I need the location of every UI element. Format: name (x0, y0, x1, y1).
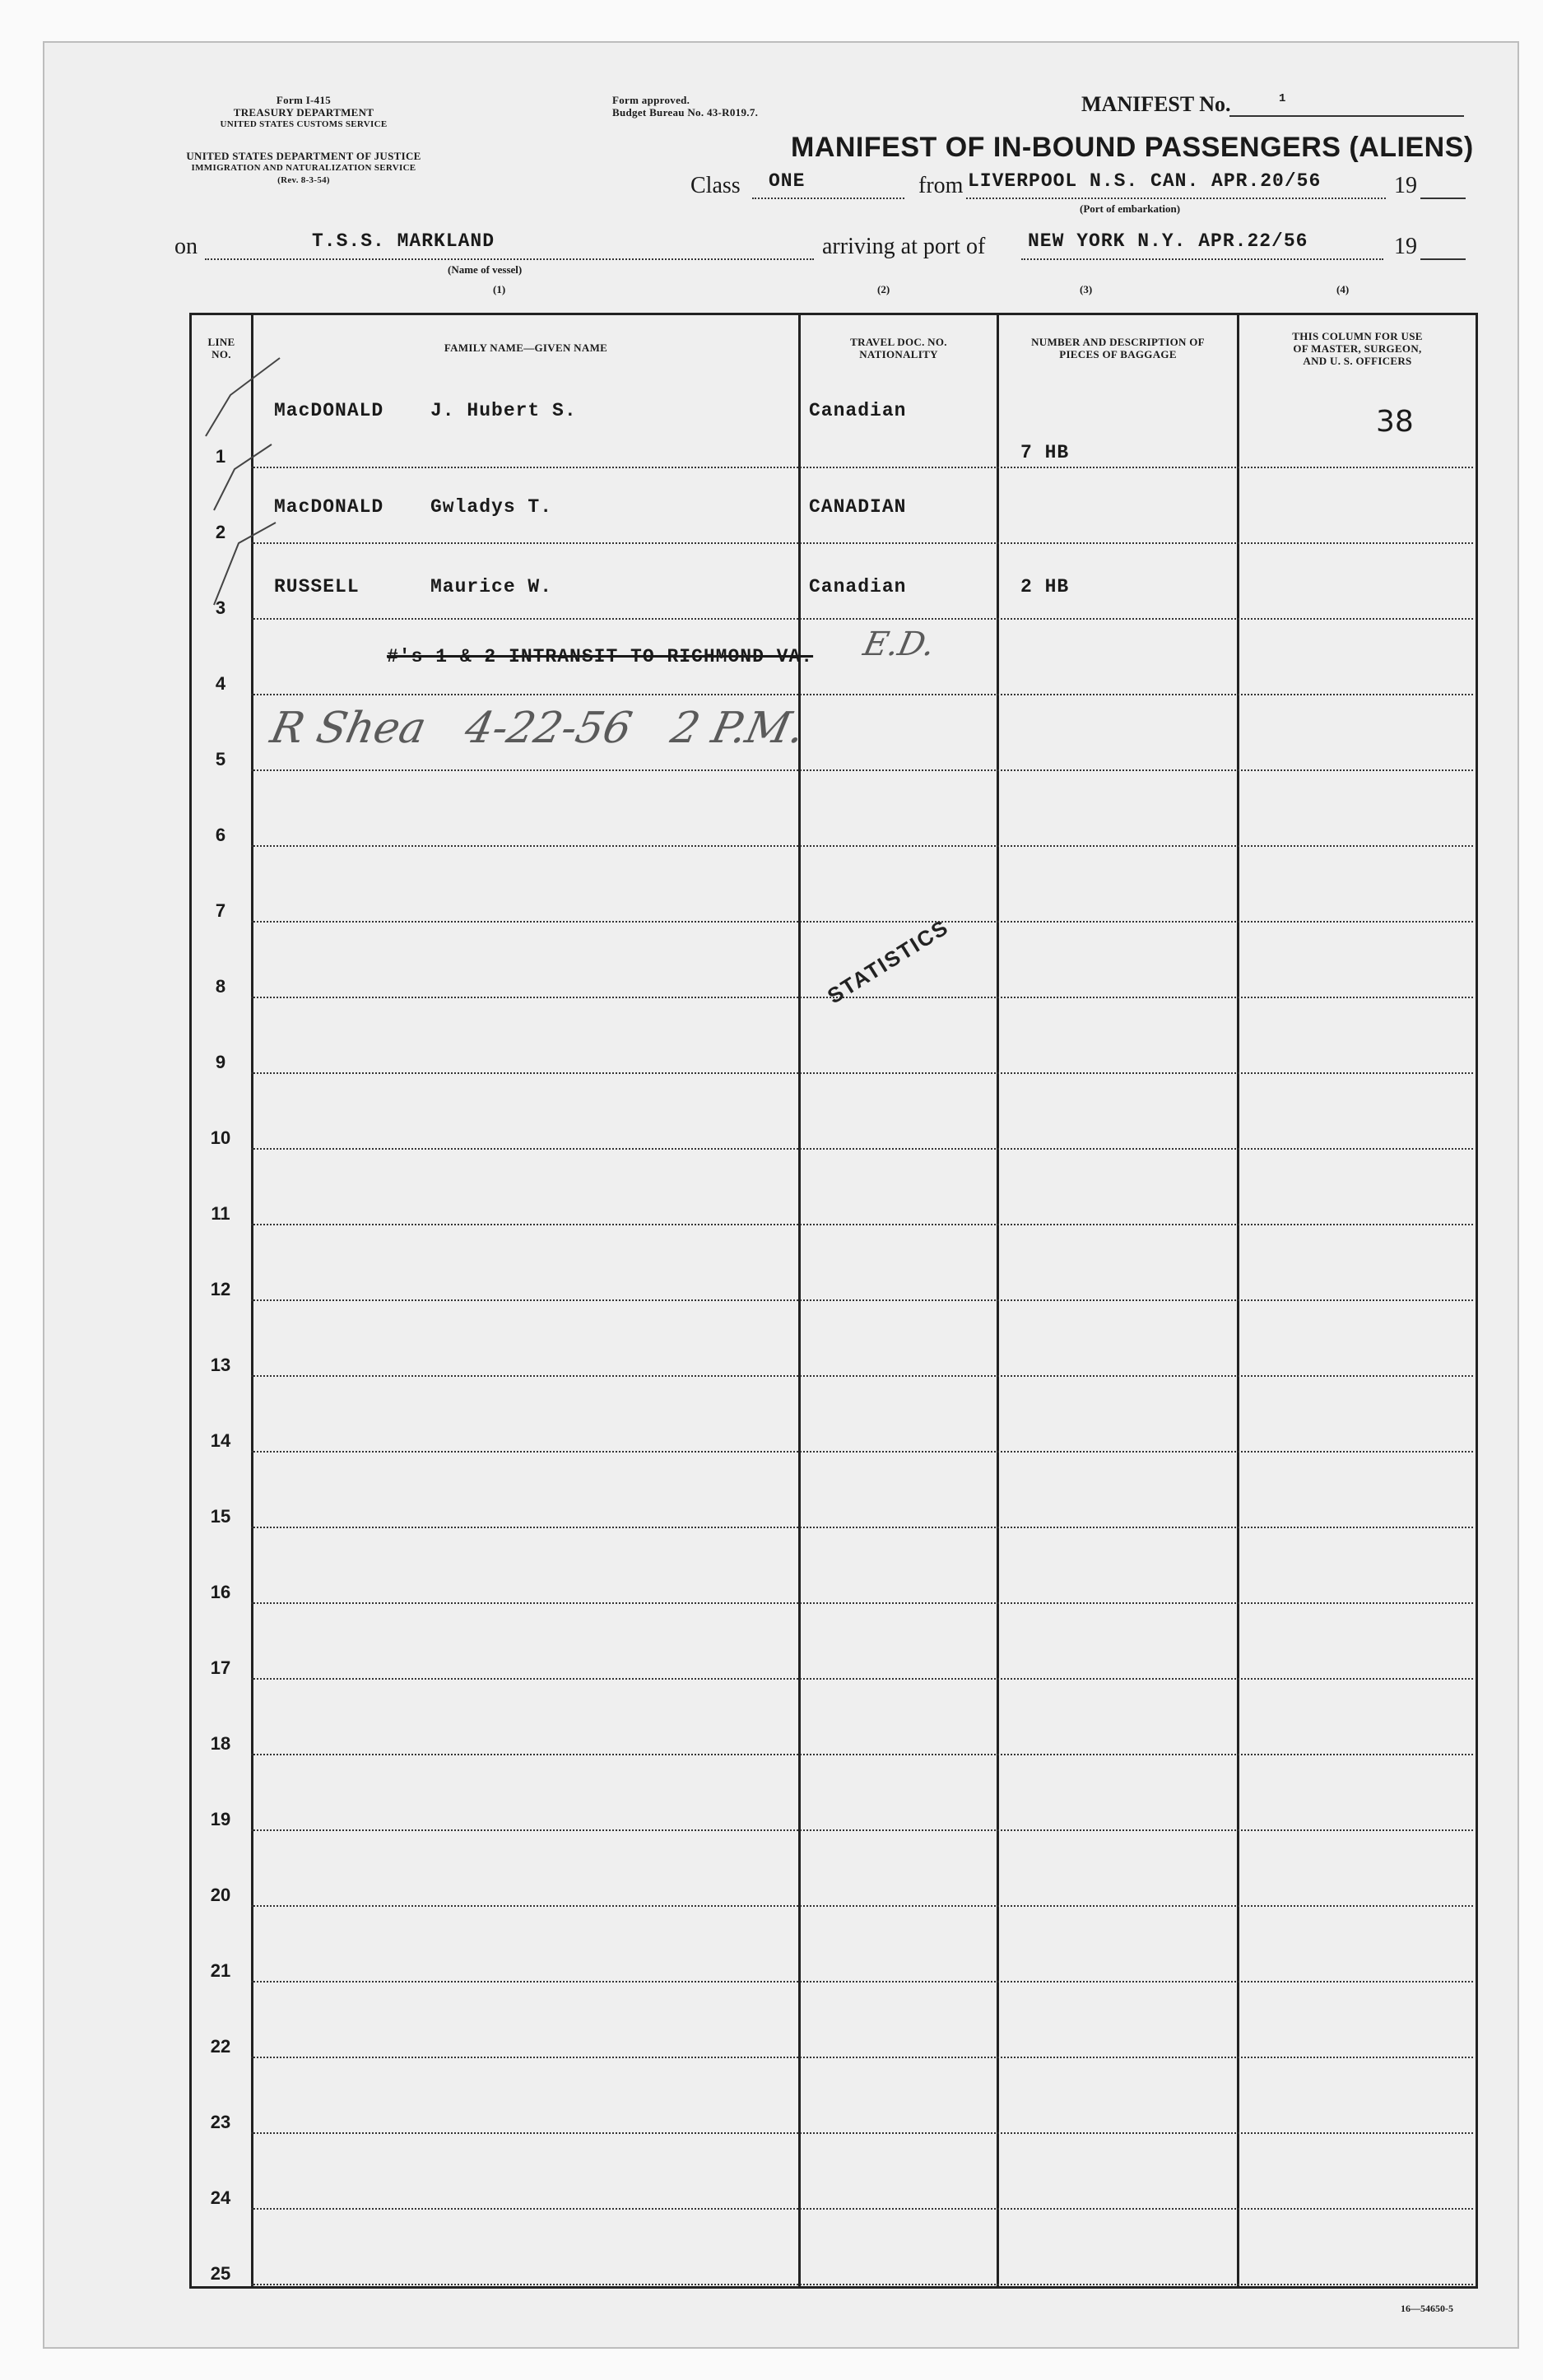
line-number: 1 (215, 446, 226, 467)
port-caption: (Port of embarkation) (1080, 202, 1181, 215)
struck-initials: E.D. (860, 625, 939, 663)
row-rule (251, 997, 1473, 998)
justice-dept: UNITED STATES DEPARTMENT OF JUSTICE (186, 150, 421, 162)
row-rule (251, 2284, 1473, 2285)
vessel-caption: (Name of vessel) (448, 263, 523, 276)
row-rule (251, 1148, 1473, 1150)
row-3-given: Maurice W. (430, 576, 553, 597)
row-rule (251, 1678, 1473, 1680)
row-rule (251, 467, 1473, 468)
budget-bureau: Budget Bureau No. 43-R019.7. (612, 106, 759, 119)
row-3-nationality: Canadian (809, 576, 907, 597)
page-title: MANIFEST OF IN-BOUND PASSENGERS (ALIENS) (791, 132, 1474, 163)
ins-label: IMMIGRATION AND NATURALIZATION SERVICE (191, 163, 416, 173)
class-value: ONE (769, 170, 806, 192)
form-approved: Form approved. (612, 94, 690, 106)
row-1-baggage: 7 HB (1020, 442, 1070, 463)
arriving-value: NEW YORK N.Y. APR.22/56 (1028, 230, 1308, 252)
line-number: 11 (211, 1203, 230, 1224)
on-label: on (174, 234, 198, 259)
line-number: 3 (215, 597, 226, 618)
row-rule (251, 694, 1473, 695)
row-rule (251, 1754, 1473, 1755)
row-2-nationality: CANADIAN (809, 496, 907, 518)
line-number: 17 (210, 1657, 231, 1678)
line-number: 9 (215, 1052, 226, 1072)
row-3-baggage: 2 HB (1020, 576, 1070, 597)
line-number: 7 (215, 900, 226, 921)
row-rule (251, 1451, 1473, 1453)
line-number: 10 (210, 1127, 231, 1148)
form-number: Form I-415 (276, 94, 332, 106)
row-rule (251, 2057, 1473, 2058)
from-underline (966, 198, 1386, 199)
line-number: 5 (215, 749, 226, 769)
column-number-2: (2) (877, 283, 890, 295)
check-marks (198, 346, 296, 617)
row-rule (251, 1375, 1473, 1377)
column-number-1: (1) (493, 283, 506, 295)
header-travel-doc: TRAVEL DOC. NO. NATIONALITY (850, 336, 947, 360)
row-rule (251, 1981, 1473, 1983)
header-officers: THIS COLUMN FOR USE OF MASTER, SURGEON, AND U. S. OFFICERS (1292, 330, 1423, 367)
row-1-nationality: Canadian (809, 400, 907, 421)
struck-transit-note: #'s 1 & 2 INTRANSIT TO RICHMOND VA. (387, 646, 814, 667)
line-number: 25 (210, 2263, 231, 2284)
row-rule (251, 542, 1473, 544)
arriving-underline (1021, 258, 1383, 260)
row-rule (251, 1602, 1473, 1604)
from-value: LIVERPOOL N.S. CAN. APR.20/56 (968, 170, 1322, 192)
manifest-no-value: 1 (1279, 92, 1287, 105)
vessel-underline (205, 258, 814, 260)
line-number: 22 (210, 2036, 231, 2057)
line-number: 16 (210, 1582, 231, 1602)
line-number: 14 (210, 1430, 231, 1451)
line-number: 4 (215, 673, 226, 694)
line-number: 21 (210, 1960, 231, 1981)
row-rule (251, 769, 1473, 771)
row-rule (251, 2208, 1473, 2210)
row-rule (251, 2132, 1473, 2134)
treasury-dept: TREASURY DEPARTMENT (233, 106, 374, 119)
arriving-label: arriving at port of (822, 234, 986, 259)
header-line-no: LINE NO. (207, 336, 235, 360)
customs-service: UNITED STATES CUSTOMS SERVICE (220, 119, 388, 129)
year-prefix-2: 19 (1394, 234, 1417, 259)
row-3-family: RUSSELL (274, 576, 360, 597)
line-number: 23 (210, 2112, 231, 2132)
line-number: 15 (210, 1506, 231, 1527)
statistics-stamp: STATISTICS (823, 914, 954, 1009)
line-number: 18 (210, 1733, 231, 1754)
handwritten-inspection-note: R Shea 4-22-56 2 P.M. (266, 704, 810, 753)
row-rule (251, 1072, 1473, 1074)
manifest-no-underline (1229, 115, 1464, 117)
print-code: 16—54650-5 (1401, 2303, 1453, 2314)
line-number: 20 (210, 1885, 231, 1905)
row-2-family: MacDONALD (274, 496, 384, 518)
row-1-officer: 38 (1376, 405, 1414, 439)
row-rule (251, 1829, 1473, 1831)
from-label: from (918, 173, 964, 198)
row-rule (251, 1527, 1473, 1528)
year-underline-2 (1420, 258, 1466, 260)
row-rule (251, 618, 1473, 620)
class-label: Class (690, 173, 741, 198)
line-number: 13 (210, 1355, 231, 1375)
year-prefix: 19 (1394, 173, 1417, 198)
revision-label: (Rev. 8-3-54) (277, 175, 330, 185)
class-underline (752, 198, 904, 199)
row-rule (251, 1224, 1473, 1225)
column-number-4: (4) (1336, 283, 1350, 295)
approval-block (612, 94, 758, 119)
row-rule (251, 845, 1473, 847)
line-number: 6 (215, 825, 226, 845)
manifest-no-label: MANIFEST No. (1081, 92, 1231, 116)
line-number: 2 (215, 522, 226, 542)
line-number: 24 (210, 2187, 231, 2208)
line-number: 19 (210, 1809, 231, 1829)
row-rule (251, 1299, 1473, 1301)
column-number-3: (3) (1080, 283, 1093, 295)
row-1-family: MacDONALD (274, 400, 384, 421)
row-2-given: Gwladys T. (430, 496, 553, 518)
vessel-value: T.S.S. MARKLAND (312, 230, 495, 252)
year-underline (1420, 198, 1466, 199)
agency-block (168, 94, 439, 131)
row-1-given: J. Hubert S. (430, 400, 577, 421)
row-rule (251, 1905, 1473, 1907)
header-name: FAMILY NAME—GIVEN NAME (444, 342, 608, 354)
justice-block (127, 150, 481, 187)
header-baggage: NUMBER AND DESCRIPTION OF PIECES OF BAGGAGE (1031, 336, 1205, 360)
line-number: 12 (210, 1279, 231, 1299)
line-number: 8 (215, 976, 226, 997)
row-rule (251, 921, 1473, 923)
